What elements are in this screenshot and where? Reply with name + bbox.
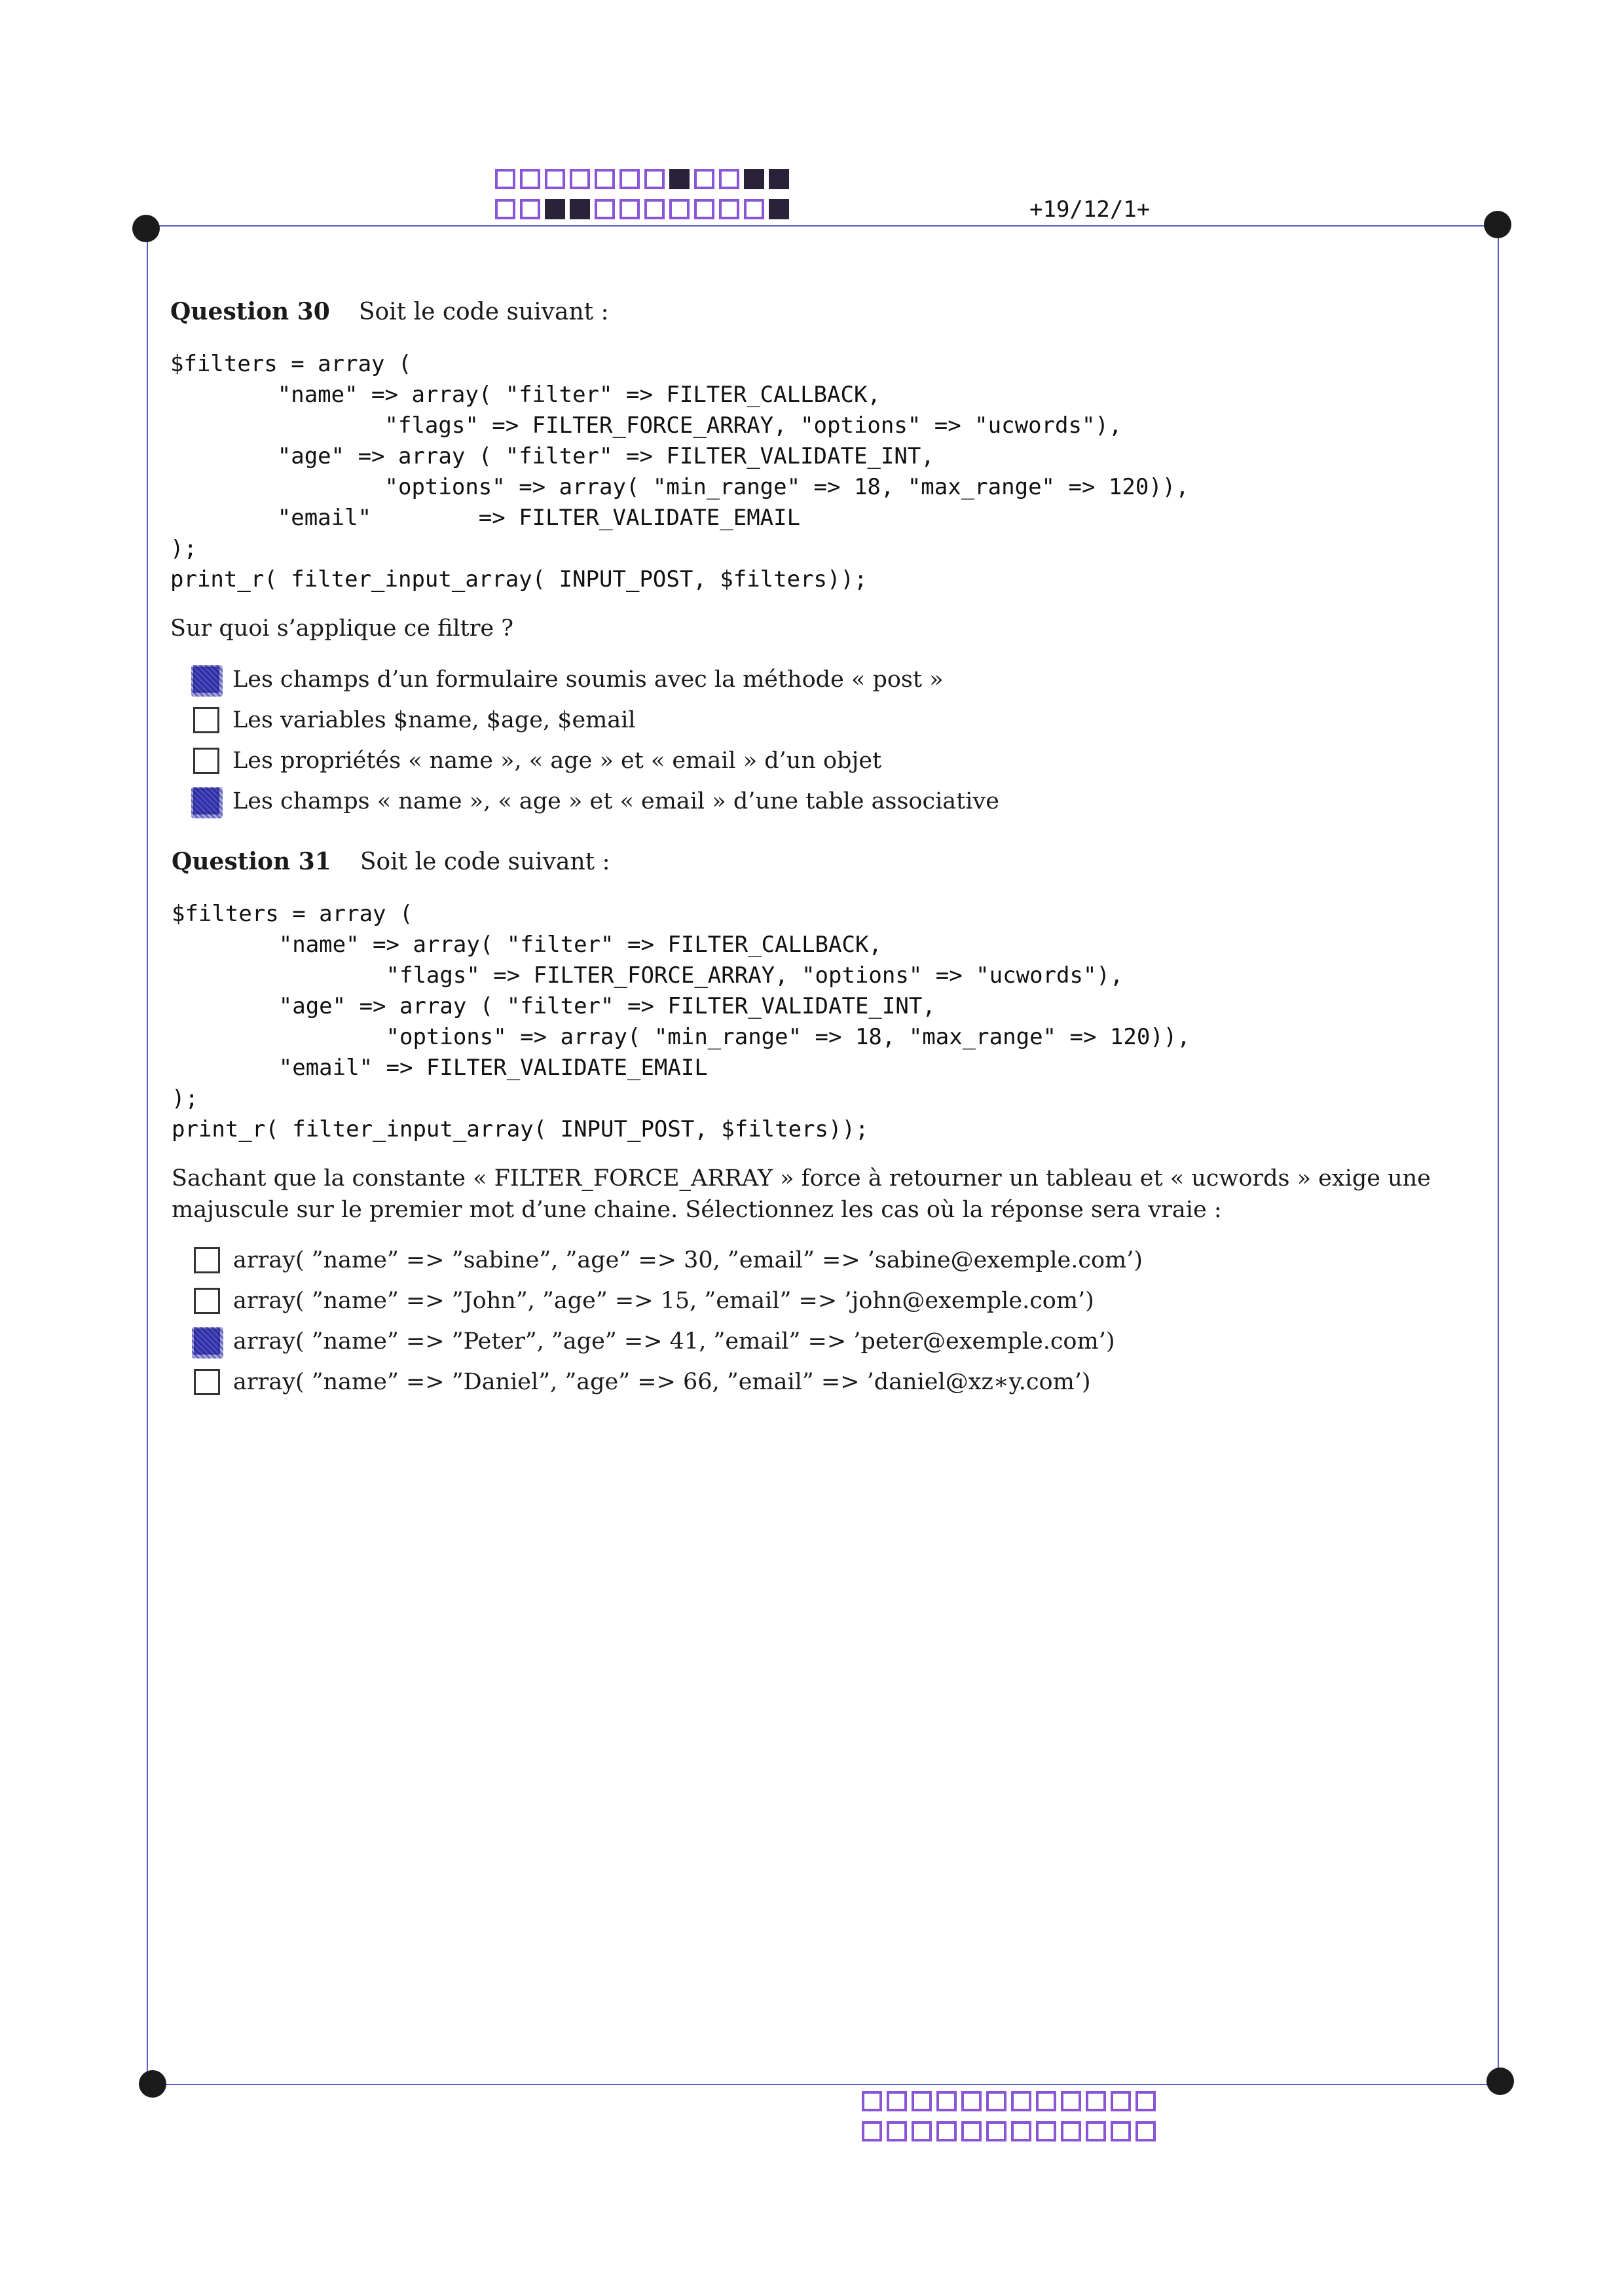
barcode-cell-filled: [744, 169, 764, 189]
checkbox-checked[interactable]: [193, 666, 219, 693]
barcode-cell: [1086, 2091, 1106, 2111]
barcode-cell: [644, 199, 665, 219]
barcode-cell: [1011, 2121, 1031, 2141]
barcode-cell: [694, 199, 714, 219]
barcode-cell: [694, 169, 714, 189]
barcode-cell: [595, 169, 615, 189]
barcode-cell: [520, 199, 540, 219]
question-intro: Soit le code suivant :: [360, 848, 610, 875]
checkbox[interactable]: [194, 1247, 220, 1273]
answer-label: array( ”name” => ”Peter”, ”age” => 41, ”email” => ’peter@exemple.com’): [233, 1328, 1115, 1355]
barcode-cell: [961, 2091, 982, 2111]
barcode-top-row-1: [495, 169, 794, 189]
barcode-cell: [719, 199, 739, 219]
answer-option[interactable]: [194, 1325, 1115, 1358]
answer-option[interactable]: [193, 744, 881, 777]
barcode-cell: [495, 199, 515, 219]
barcode-cell: [936, 2091, 957, 2111]
barcode-cell: [619, 169, 640, 189]
answer-option[interactable]: [194, 1366, 1091, 1398]
code-block: $filters = array ( "name" => array( "filter" => FILTER_CALLBACK, "flags" => FILTER_FORCE_ARRAY, "options" => "ucwords"), "age" => array ( "filter" => FILTER_VALIDATE_INT, "options" => array( "min_range" => 18, "max_range" => 120)), "email" => FILTER_VALIDATE_EMAIL ); print_r( filter_input_array( INPUT_POST, $filters));: [170, 351, 1189, 592]
frame-right-line: [1498, 225, 1499, 2085]
corner-mark-top-right: [1484, 211, 1511, 238]
answer-option[interactable]: [193, 704, 636, 737]
checkbox-checked[interactable]: [194, 1328, 220, 1355]
barcode-cell-filled: [570, 199, 590, 219]
barcode-cell: [744, 199, 764, 219]
page-number: +19/12/1+: [1029, 196, 1151, 223]
barcode-cell: [669, 199, 690, 219]
barcode-cell: [936, 2121, 957, 2141]
answer-option[interactable]: [194, 1244, 1143, 1277]
barcode-cell: [545, 169, 565, 189]
frame-bottom-line: [152, 2084, 1504, 2085]
answer-label: array( ”name” => ”sabine”, ”age” => 30, ”email” => ’sabine@exemple.com’): [233, 1247, 1143, 1273]
checkbox[interactable]: [194, 1369, 220, 1395]
answer-label: Les variables $name, $age, $email: [232, 707, 636, 733]
barcode-cell: [495, 169, 515, 189]
checkbox[interactable]: [194, 1288, 220, 1314]
barcode-cell: [619, 199, 640, 219]
barcode-cell: [1111, 2091, 1131, 2111]
question-prompt: Sur quoi s’applique ce filtre ?: [170, 615, 514, 642]
frame-left-line: [147, 225, 148, 2085]
answer-option[interactable]: [193, 663, 944, 696]
barcode-bottom-row-2: [862, 2121, 1160, 2141]
barcode-cell-filled: [769, 169, 789, 189]
answer-label: Les champs « name », « age » et « email » d’une table associative: [232, 788, 999, 814]
barcode-cell: [986, 2121, 1006, 2141]
barcode-cell: [912, 2121, 932, 2141]
checkbox-checked[interactable]: [193, 788, 219, 814]
barcode-cell-filled: [669, 169, 690, 189]
answer-label: Les champs d’un formulaire soumis avec la méthode « post »: [232, 666, 944, 693]
barcode-top-row-2: [495, 199, 794, 219]
barcode-cell: [1111, 2121, 1131, 2141]
barcode-cell: [1135, 2091, 1156, 2111]
barcode-cell: [1036, 2091, 1056, 2111]
corner-mark-top-left: [132, 215, 160, 242]
question-intro: Soit le code suivant :: [358, 299, 609, 325]
question-30-title: [170, 298, 609, 325]
barcode-cell: [595, 199, 615, 219]
corner-mark-bottom-left: [139, 2070, 166, 2098]
barcode-cell: [520, 169, 540, 189]
answer-label: Les propriétés « name », « age » et « email » d’un objet: [232, 748, 882, 774]
checkbox[interactable]: [193, 707, 219, 733]
barcode-cell-filled: [545, 199, 565, 219]
barcode-cell: [570, 169, 590, 189]
barcode-cell: [887, 2091, 907, 2111]
answer-label: array( ”name” => ”John”, ”age” => 15, ”email” => ’john@exemple.com’): [233, 1288, 1094, 1314]
barcode-cell: [719, 169, 739, 189]
question-31-title: [172, 848, 610, 875]
barcode-cell: [1135, 2121, 1156, 2141]
question-prompt: Sachant que la constante « FILTER_FORCE_ARRAY » force à retourner un tableau et « ucwords » exige une majuscule sur le premier mot d’une chaine. Sélectionnez les cas où la réponse sera vraie :: [172, 1165, 1431, 1223]
checkbox[interactable]: [193, 748, 219, 774]
barcode-cell: [862, 2091, 882, 2111]
barcode-cell: [1036, 2121, 1056, 2141]
barcode-cell: [1011, 2091, 1031, 2111]
barcode-cell: [986, 2091, 1006, 2111]
frame-top-line: [145, 225, 1497, 227]
barcode-cell: [1061, 2121, 1081, 2141]
barcode-cell: [1061, 2091, 1081, 2111]
question-number: Question 31: [172, 848, 331, 875]
answer-label: array( ”name” => ”Daniel”, ”age” => 66, ”email” => ’daniel@xz∗y.com’): [233, 1369, 1091, 1395]
barcode-cell: [961, 2121, 982, 2141]
code-block: $filters = array ( "name" => array( "filter" => FILTER_CALLBACK, "flags" => FILTER_FORCE_ARRAY, "options" => "ucwords"), "age" => array ( "filter" => FILTER_VALIDATE_INT, "options" => array( "min_range" => 18, "max_range" => 120)), "email" => FILTER_VALIDATE_EMAIL ); print_r( filter_input_array( INPUT_POST, $filters));: [172, 901, 1190, 1142]
barcode-bottom-row-1: [862, 2091, 1160, 2111]
barcode-cell: [912, 2091, 932, 2111]
barcode-cell: [862, 2121, 882, 2141]
answer-option[interactable]: [193, 785, 999, 818]
corner-mark-bottom-right: [1486, 2068, 1514, 2095]
barcode-cell: [1086, 2121, 1106, 2141]
barcode-cell-filled: [769, 199, 789, 219]
question-number: Question 30: [170, 298, 330, 325]
barcode-cell: [644, 169, 665, 189]
answer-option[interactable]: [194, 1285, 1094, 1317]
barcode-cell: [887, 2121, 907, 2141]
